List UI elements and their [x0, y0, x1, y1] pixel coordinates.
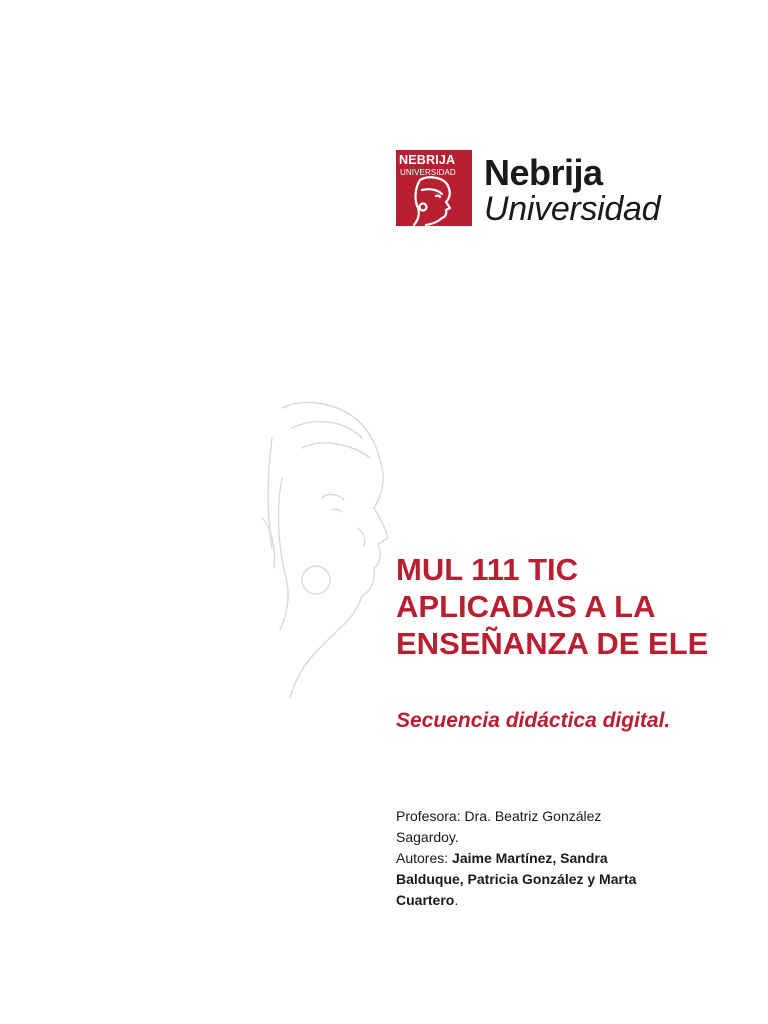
logo-wordmark-secondary: Universidad — [484, 190, 661, 228]
logo-wordmark-primary: Nebrija — [484, 152, 603, 193]
document-subtitle: Secuencia didáctica digital. — [396, 709, 671, 732]
university-logo — [396, 150, 666, 230]
authors-label: Autores: — [396, 850, 449, 866]
professor-line — [396, 806, 646, 848]
credits-block — [396, 806, 646, 911]
profile-portrait-icon — [406, 176, 458, 226]
logo-emblem-text: NEBRIJA — [399, 153, 456, 167]
authors-end-punctuation: . — [454, 892, 459, 908]
professor-name: Dra. Beatriz González Sagardoy. — [396, 808, 602, 845]
authors-line — [396, 848, 646, 911]
document-title: MUL 111 TIC APLICADAS A LA ENSEÑANZA DE ELE — [396, 552, 709, 661]
logo-emblem — [396, 150, 472, 226]
logo-emblem-subtext: UNIVERSIDAD — [400, 168, 456, 177]
authors-names: Jaime Martínez, Sandra Balduque, Patricia González y Marta Cuartero — [396, 850, 637, 908]
professor-label: Profesora: — [396, 808, 461, 824]
